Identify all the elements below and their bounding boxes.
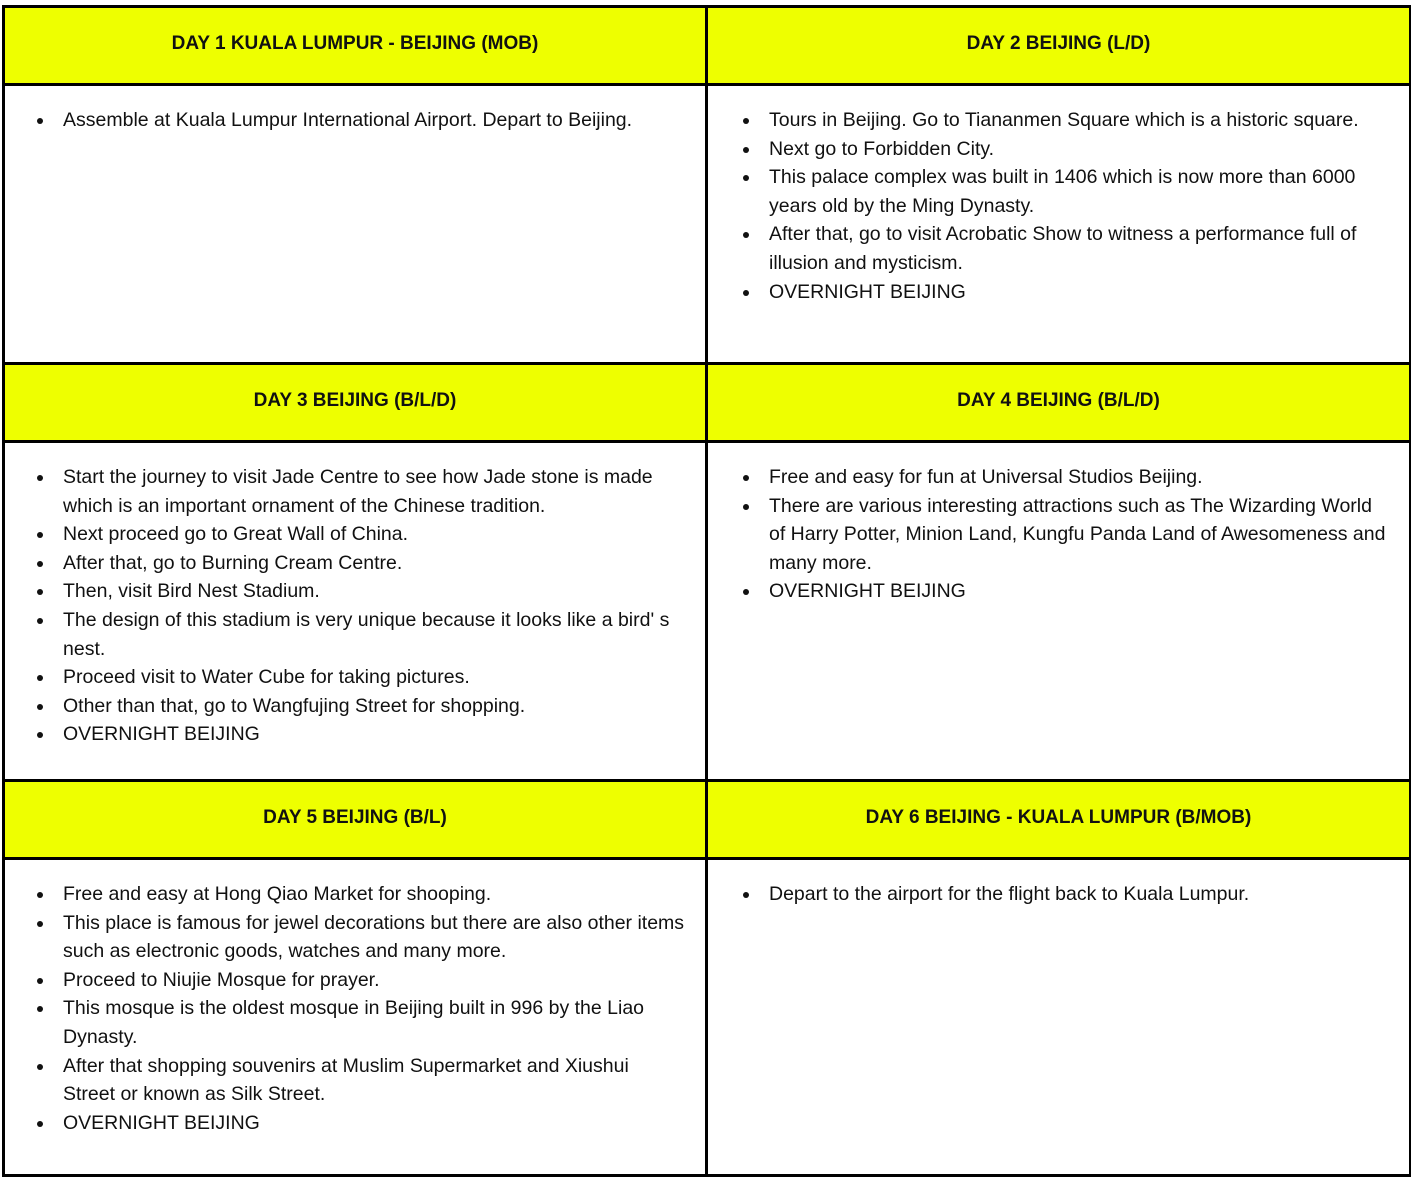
list-item: Other than that, go to Wangfujing Street for shopping. (5, 692, 685, 721)
day-4-body (708, 443, 1409, 782)
day-5-list (5, 880, 685, 1137)
list-item: Proceed visit to Water Cube for taking pictures. (5, 663, 685, 692)
list-item: Then, visit Bird Nest Stadium. (5, 577, 685, 606)
list-item: After that, go to visit Acrobatic Show to witness a performance full of illusion and mysticism. (708, 220, 1389, 277)
list-item: Assemble at Kuala Lumpur International Airport. Depart to Beijing. (5, 106, 685, 135)
day-4-list (708, 463, 1389, 606)
day-6-body (708, 860, 1409, 1174)
list-item: OVERNIGHT BEIJING (708, 577, 1389, 606)
list-item: The design of this stadium is very unique because it looks like a bird' s nest. (5, 606, 685, 663)
day-2-list (708, 106, 1389, 306)
day-6-header (708, 782, 1409, 860)
day-3-list (5, 463, 685, 749)
day-2-title: DAY 2 BEIJING (L/D) (966, 32, 1151, 54)
day-4-title: DAY 4 BEIJING (B/L/D) (957, 389, 1160, 411)
day-6-title: DAY 6 BEIJING - KUALA LUMPUR (B/MOB) (865, 806, 1252, 828)
list-item: Proceed to Niujie Mosque for prayer. (5, 966, 685, 995)
day-1-title: DAY 1 KUALA LUMPUR - BEIJING (MOB) (171, 32, 539, 54)
list-item: Start the journey to visit Jade Centre to see how Jade stone is made which is an important ornament of the Chinese tradition. (5, 463, 685, 520)
day-2-header (708, 8, 1409, 86)
list-item: OVERNIGHT BEIJING (5, 720, 685, 749)
list-item: Tours in Beijing. Go to Tiananmen Square which is a historic square. (708, 106, 1389, 135)
list-item: Depart to the airport for the flight back to Kuala Lumpur. (708, 880, 1389, 909)
list-item: This mosque is the oldest mosque in Beijing built in 996 by the Liao Dynasty. (5, 994, 685, 1051)
list-item: This palace complex was built in 1406 which is now more than 6000 years old by the Ming Dynasty. (708, 163, 1389, 220)
list-item: After that, go to Burning Cream Centre. (5, 549, 685, 578)
list-item: Next go to Forbidden City. (708, 135, 1389, 164)
day-2-body (708, 86, 1409, 365)
list-item: After that shopping souvenirs at Muslim Supermarket and Xiushui Street or known as Silk Street. (5, 1052, 685, 1109)
day-5-body (5, 860, 708, 1174)
list-item: Free and easy for fun at Universal Studios Beijing. (708, 463, 1389, 492)
day-4-header (708, 365, 1409, 443)
day-5-header (5, 782, 708, 860)
day-1-header (5, 8, 708, 86)
list-item: OVERNIGHT BEIJING (5, 1109, 685, 1138)
list-item: This place is famous for jewel decorations but there are also other items such as electronic goods, watches and many more. (5, 909, 685, 966)
day-3-header (5, 365, 708, 443)
list-item: Free and easy at Hong Qiao Market for shooping. (5, 880, 685, 909)
day-5-title: DAY 5 BEIJING (B/L) (263, 806, 447, 828)
list-item: There are various interesting attractions such as The Wizarding World of Harry Potter, Minion Land, Kungfu Panda Land of Awesomeness and many more. (708, 492, 1389, 578)
day-3-title: DAY 3 BEIJING (B/L/D) (253, 389, 457, 411)
day-3-body (5, 443, 708, 782)
itinerary-table (2, 5, 1411, 1177)
day-1-list (5, 106, 685, 135)
day-1-body (5, 86, 708, 365)
list-item: OVERNIGHT BEIJING (708, 278, 1389, 307)
day-6-list (708, 880, 1389, 909)
list-item: Next proceed go to Great Wall of China. (5, 520, 685, 549)
